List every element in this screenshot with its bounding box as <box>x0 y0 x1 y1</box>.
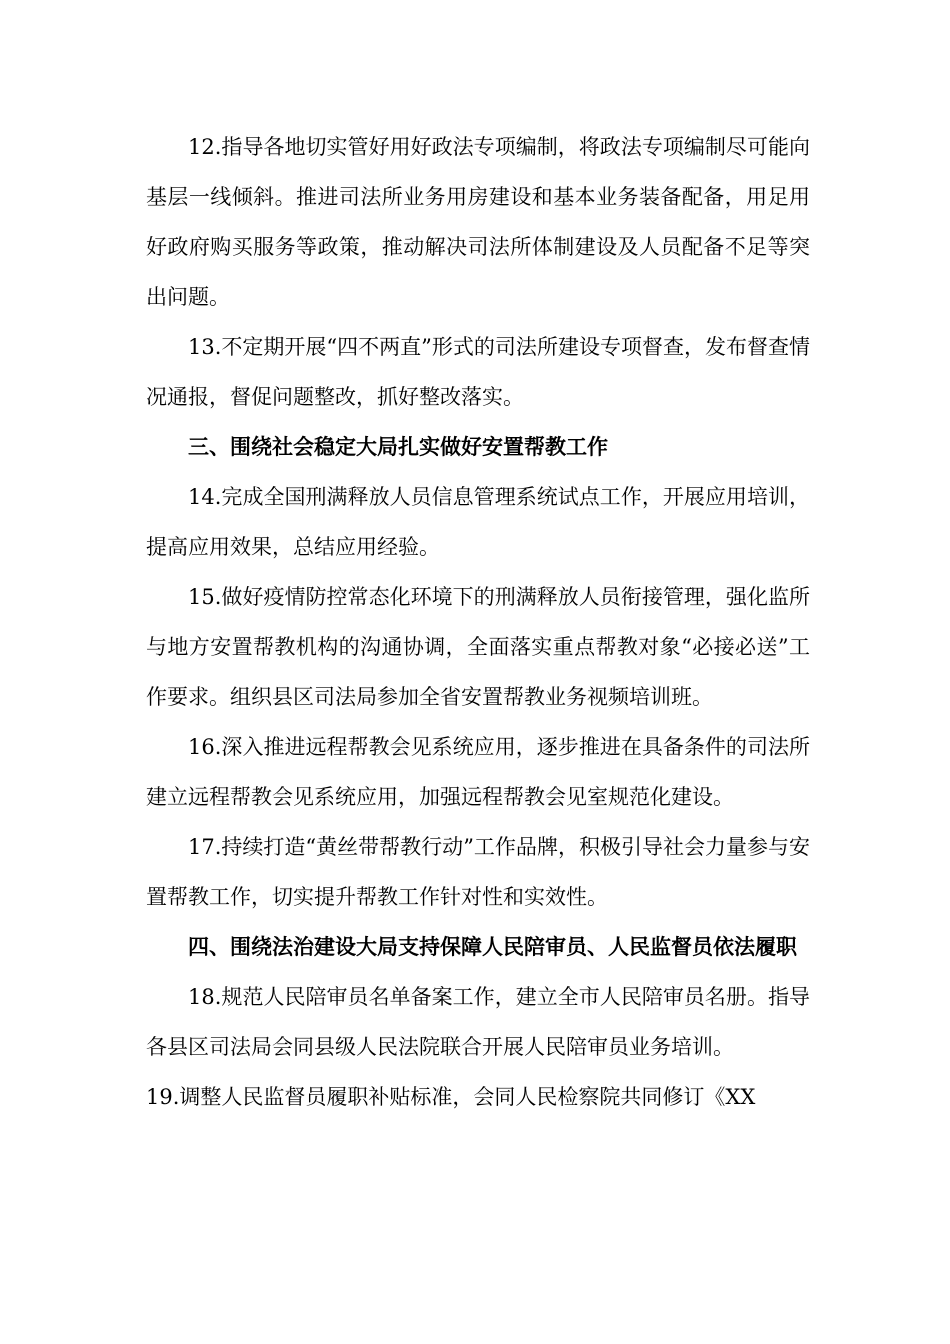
paragraph-17: 17.持续打造“黄丝带帮教行动”工作品牌，积极引导社会力量参与安置帮教工作，切实提升帮教工作针对性和实效性。 <box>146 835 810 909</box>
section-heading-3: 三、围绕社会稳定大局扎实做好安置帮教工作 <box>188 435 608 459</box>
paragraph-19: 19.调整人民监督员履职补贴标准，会同人民检察院共同修订《XX <box>146 1085 756 1109</box>
paragraph-18: 18.规范人民陪审员名单备案工作，建立全市人民陪审员名册。指导各县区司法局会同县级人民法院联合开展人民陪审员业务培训。 <box>146 985 810 1059</box>
paragraph-12: 12.指导各地切实管好用好政法专项编制，将政法专项编制尽可能向基层一线倾斜。推进司法所业务用房建设和基本业务装备配备，用足用好政府购买服务等政策，推动解决司法所体制建设及人员配备不足等突出问题。 <box>146 135 810 309</box>
paragraph-15: 15.做好疫情防控常态化环境下的刑满释放人员衔接管理，强化监所与地方安置帮教机构的沟通协调，全面落实重点帮教对象“必接必送”工作要求。组织县区司法局参加全省安置帮教业务视频培训班。 <box>146 585 810 709</box>
section-heading-4: 四、围绕法治建设大局支持保障人民陪审员、人民监督员依法履职 <box>188 935 797 959</box>
document-page <box>146 122 810 1122</box>
paragraph-16: 16.深入推进远程帮教会见系统应用，逐步推进在具备条件的司法所建立远程帮教会见系统应用，加强远程帮教会见室规范化建设。 <box>146 735 810 809</box>
paragraph-14: 14.完成全国刑满释放人员信息管理系统试点工作，开展应用培训，提高应用效果，总结应用经验。 <box>146 485 810 559</box>
paragraph-13: 13.不定期开展“四不两直”形式的司法所建设专项督查，发布督查情况通报，督促问题整改，抓好整改落实。 <box>146 335 810 409</box>
